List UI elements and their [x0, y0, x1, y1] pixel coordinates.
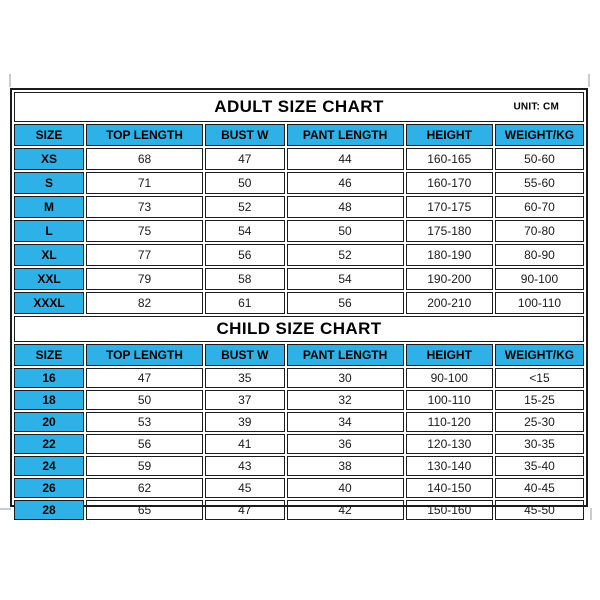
- corner-mark: [9, 74, 11, 87]
- value-cell: 79: [86, 268, 203, 290]
- value-cell: 50: [86, 390, 203, 410]
- size-cell: M: [14, 196, 84, 218]
- value-cell: 62: [86, 478, 203, 498]
- value-cell: 120-130: [406, 434, 493, 454]
- value-cell: 90-100: [495, 268, 584, 290]
- value-cell: 190-200: [406, 268, 493, 290]
- value-cell: 45-50: [495, 500, 584, 520]
- adult-title-row: [14, 92, 584, 122]
- value-cell: 40-45: [495, 478, 584, 498]
- value-cell: 36: [287, 434, 404, 454]
- child-size-row: [14, 412, 584, 432]
- adult-size-row: [14, 148, 584, 170]
- adult-size-row: [14, 220, 584, 242]
- adult-size-row: [14, 196, 584, 218]
- value-cell: 200-210: [406, 292, 493, 314]
- value-cell: 30-35: [495, 434, 584, 454]
- adult-header-row: [14, 124, 584, 146]
- column-header: WEIGHT/KG: [495, 344, 584, 366]
- adult-chart-title: ADULT SIZE CHART: [214, 97, 384, 116]
- value-cell: 44: [287, 148, 404, 170]
- value-cell: 30: [287, 368, 404, 388]
- value-cell: 39: [205, 412, 285, 432]
- child-title-cell: [14, 316, 584, 342]
- child-size-row: [14, 456, 584, 476]
- value-cell: 68: [86, 148, 203, 170]
- child-chart-title: CHILD SIZE CHART: [216, 319, 382, 338]
- value-cell: 80-90: [495, 244, 584, 266]
- child-title-row: [14, 316, 584, 342]
- value-cell: 71: [86, 172, 203, 194]
- value-cell: 100-110: [406, 390, 493, 410]
- value-cell: 110-120: [406, 412, 493, 432]
- size-cell: L: [14, 220, 84, 242]
- column-header: HEIGHT: [406, 124, 493, 146]
- size-cell: 28: [14, 500, 84, 520]
- value-cell: 82: [86, 292, 203, 314]
- value-cell: 65: [86, 500, 203, 520]
- value-cell: 15-25: [495, 390, 584, 410]
- corner-mark: [588, 74, 590, 87]
- size-chart-table-frame: [10, 88, 588, 517]
- value-cell: 54: [287, 268, 404, 290]
- value-cell: 55-60: [495, 172, 584, 194]
- size-cell: 22: [14, 434, 84, 454]
- adult-title-cell: [14, 92, 584, 122]
- column-header: SIZE: [14, 344, 84, 366]
- size-cell: 24: [14, 456, 84, 476]
- child-size-row: [14, 434, 584, 454]
- value-cell: 53: [86, 412, 203, 432]
- value-cell: 130-140: [406, 456, 493, 476]
- value-cell: 60-70: [495, 196, 584, 218]
- value-cell: 46: [287, 172, 404, 194]
- child-header-row: [14, 344, 584, 366]
- child-size-row: [14, 390, 584, 410]
- value-cell: 42: [287, 500, 404, 520]
- size-cell: 20: [14, 412, 84, 432]
- column-header: TOP LENGTH: [86, 124, 203, 146]
- column-header: SIZE: [14, 124, 84, 146]
- value-cell: <15: [495, 368, 584, 388]
- child-size-row: [14, 368, 584, 388]
- size-cell: XL: [14, 244, 84, 266]
- value-cell: 50: [205, 172, 285, 194]
- size-cell: 18: [14, 390, 84, 410]
- corner-mark: [590, 508, 592, 520]
- value-cell: 77: [86, 244, 203, 266]
- value-cell: 56: [205, 244, 285, 266]
- child-size-row: [14, 500, 584, 520]
- value-cell: 45: [205, 478, 285, 498]
- value-cell: 43: [205, 456, 285, 476]
- value-cell: 75: [86, 220, 203, 242]
- value-cell: 47: [86, 368, 203, 388]
- corner-mark: [0, 508, 11, 510]
- value-cell: 56: [287, 292, 404, 314]
- size-cell: S: [14, 172, 84, 194]
- value-cell: 140-150: [406, 478, 493, 498]
- value-cell: 180-190: [406, 244, 493, 266]
- value-cell: 52: [287, 244, 404, 266]
- adult-size-row: [14, 268, 584, 290]
- value-cell: 175-180: [406, 220, 493, 242]
- value-cell: 59: [86, 456, 203, 476]
- column-header: HEIGHT: [406, 344, 493, 366]
- value-cell: 50-60: [495, 148, 584, 170]
- value-cell: 47: [205, 148, 285, 170]
- size-cell: XXXL: [14, 292, 84, 314]
- value-cell: 38: [287, 456, 404, 476]
- child-size-row: [14, 478, 584, 498]
- value-cell: 50: [287, 220, 404, 242]
- adult-size-row: [14, 172, 584, 194]
- value-cell: 47: [205, 500, 285, 520]
- column-header: BUST W: [205, 344, 285, 366]
- value-cell: 35: [205, 368, 285, 388]
- value-cell: 61: [205, 292, 285, 314]
- value-cell: 25-30: [495, 412, 584, 432]
- value-cell: 54: [205, 220, 285, 242]
- size-cell: 16: [14, 368, 84, 388]
- value-cell: 90-100: [406, 368, 493, 388]
- size-cell: 26: [14, 478, 84, 498]
- adult-size-row: [14, 292, 584, 314]
- adult-size-row: [14, 244, 584, 266]
- value-cell: 35-40: [495, 456, 584, 476]
- value-cell: 56: [86, 434, 203, 454]
- value-cell: 170-175: [406, 196, 493, 218]
- value-cell: 34: [287, 412, 404, 432]
- value-cell: 100-110: [495, 292, 584, 314]
- size-cell: XS: [14, 148, 84, 170]
- unit-label: UNIT: CM: [513, 101, 559, 113]
- size-chart-table: [12, 90, 586, 524]
- value-cell: 32: [287, 390, 404, 410]
- size-cell: XXL: [14, 268, 84, 290]
- column-header: BUST W: [205, 124, 285, 146]
- value-cell: 52: [205, 196, 285, 218]
- value-cell: 73: [86, 196, 203, 218]
- value-cell: 37: [205, 390, 285, 410]
- value-cell: 150-160: [406, 500, 493, 520]
- column-header: PANT LENGTH: [287, 124, 404, 146]
- column-header: WEIGHT/KG: [495, 124, 584, 146]
- value-cell: 58: [205, 268, 285, 290]
- value-cell: 70-80: [495, 220, 584, 242]
- column-header: PANT LENGTH: [287, 344, 404, 366]
- value-cell: 40: [287, 478, 404, 498]
- value-cell: 160-165: [406, 148, 493, 170]
- value-cell: 48: [287, 196, 404, 218]
- value-cell: 160-170: [406, 172, 493, 194]
- column-header: TOP LENGTH: [86, 344, 203, 366]
- value-cell: 41: [205, 434, 285, 454]
